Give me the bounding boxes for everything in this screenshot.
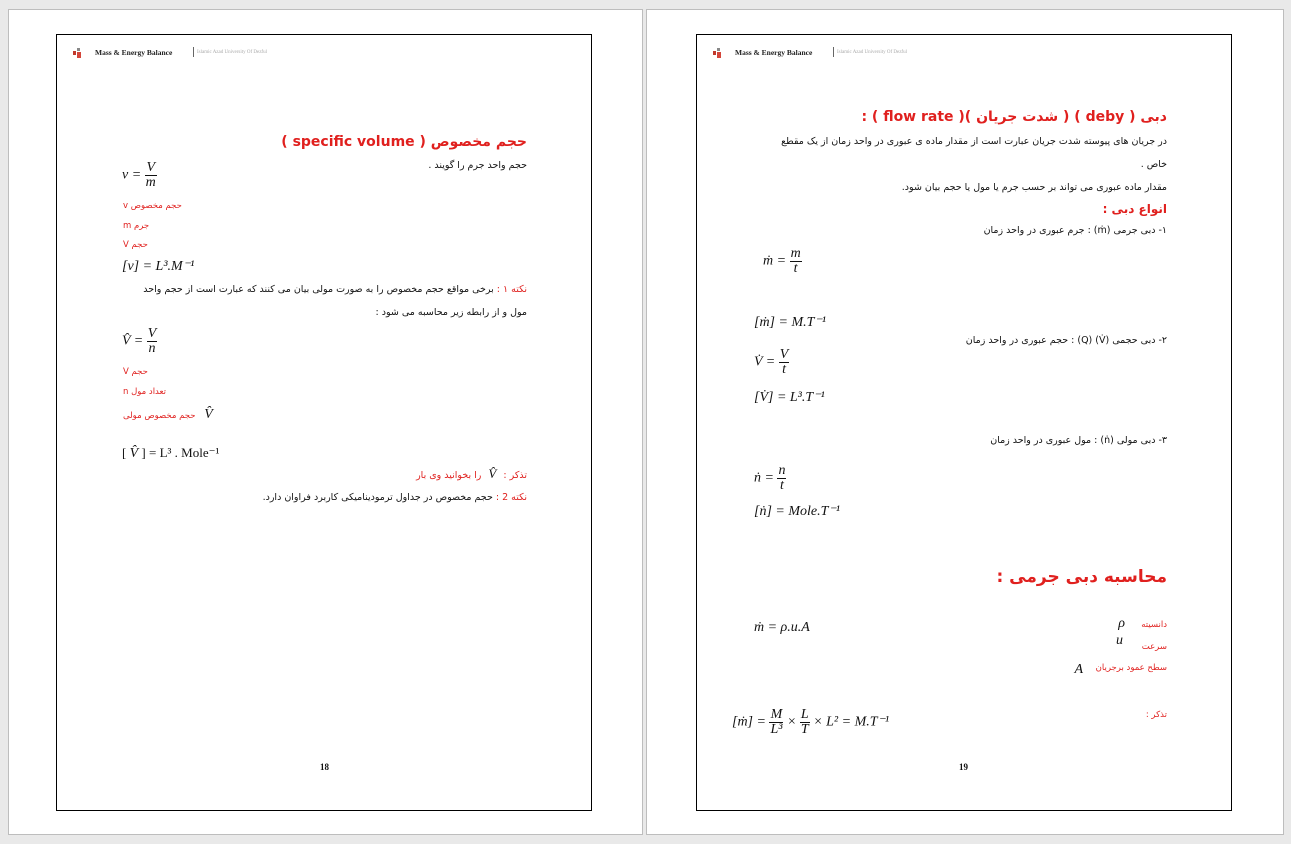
formula-molar-volume: V̂ = $\frac{V}{n}$ xyxy=(122,326,157,356)
legend-label: سطح عمود برجریان xyxy=(1095,663,1167,673)
header-subtitle: Islamic Azad University Of Dezful xyxy=(837,50,907,55)
remember-label: تذکر : xyxy=(1145,710,1167,720)
intro-text: حجم واحد جرم را گویند . xyxy=(428,160,527,171)
note-1-line-2: مول و از رابطه زیر محاسبه می شود : xyxy=(375,307,527,318)
types-heading: انواع دبی : xyxy=(1102,202,1167,216)
formula-mass-flow: ṁ = $\frac{m}{t}$ xyxy=(763,246,801,276)
paragraph-line: خاص . xyxy=(1140,159,1167,170)
dimension-volume-flow: [V̇] = L³.T⁻¹ xyxy=(754,390,825,405)
legend-item: حجم V xyxy=(123,240,148,250)
note-1-line-1: نکته ۱ : برخی مواقع حجم مخصوص را به صورت مولی بیان می کنند که عبارت است از حجم واحد xyxy=(143,284,527,295)
legend-symbol: u xyxy=(1116,633,1123,648)
header-separator xyxy=(833,47,834,57)
page-number: 19 xyxy=(959,762,968,772)
note-2: نکته 2 : حجم مخصوص در جداول ترمودینامیکی کاربرد فراوان دارد. xyxy=(262,492,527,503)
legend-item: حجم مخصوص v xyxy=(123,201,182,211)
variable-legend xyxy=(1047,616,1167,686)
page-18 xyxy=(8,9,643,835)
formula-specific-volume: v = $\frac{V}{m}$ xyxy=(122,160,156,190)
section-heading: دبی ( deby ) ( شدت جریان )( flow rate ) : xyxy=(861,109,1167,125)
legend-item: جرم m xyxy=(123,221,150,231)
legend-item: حجم مخصوص مولی V̂ xyxy=(123,407,213,422)
type-volume-flow: ۲- دبی حجمی (V̇) (Q) : حجم عبوری در واحد زمان xyxy=(965,335,1167,346)
paragraph-line: مقدار ماده عبوری می تواند بر حسب جرم یا مول یا حجم بیان شود. xyxy=(901,182,1167,193)
header-title: Mass & Energy Balance xyxy=(735,48,813,57)
section-heading: حجم مخصوص ( specific volume ) xyxy=(281,134,527,150)
page-frame xyxy=(56,34,592,811)
remember-line: تذکر : V̂ را بخوانید وی بار xyxy=(416,466,527,481)
header-separator xyxy=(193,47,194,57)
paragraph-line: در جریان های پیوسته شدت جریان عبارت است از مقدار ماده ی عبوری در واحد زمان از یک مقطع xyxy=(781,136,1167,147)
page-number: 18 xyxy=(320,762,329,772)
legend-symbol: A xyxy=(1074,662,1083,677)
dimension-molar-volume: [ V̂ ] = L³ . Mole⁻¹ xyxy=(122,445,220,461)
formula-volume-flow: V̇ = $\frac{V}{t}$ xyxy=(754,347,789,377)
type-mass-flow: ۱- دبی جرمی (ṁ) : جرم عبوری در واحد زمان xyxy=(983,225,1167,236)
calc-heading: محاسبه دبی جرمی : xyxy=(996,567,1167,587)
dimension-check-formula: [ṁ] = $\frac{M}{\text{L³}}$ × $\frac{L}{T}$ × L² = M.T⁻¹ xyxy=(732,707,890,737)
legend-label: دانسیته xyxy=(1141,620,1167,630)
university-logo-icon xyxy=(73,48,83,58)
note-label: نکته ۱ : xyxy=(496,284,527,295)
mass-flow-equation: ṁ = ρ.u.A xyxy=(754,620,810,635)
type-molar-flow: ۳- دبی مولی (ṅ) : مول عبوری در واحد زمان xyxy=(990,435,1167,446)
legend-label: سرعت xyxy=(1141,642,1167,652)
formula-molar-flow: ṅ = $\frac{n}{t}$ xyxy=(754,463,786,493)
dimension-formula: [v] = L³.M⁻¹ xyxy=(122,259,195,274)
page-frame xyxy=(696,34,1232,811)
header-title: Mass & Energy Balance xyxy=(95,48,173,57)
dimension-mass-flow: [ṁ] = M.T⁻¹ xyxy=(754,315,826,330)
header-subtitle: Islamic Azad University Of Dezful xyxy=(197,50,267,55)
dimension-molar-flow: [ṅ] = Mole.T⁻¹ xyxy=(754,504,840,519)
page-19 xyxy=(646,9,1284,835)
legend-item: حجم V xyxy=(123,367,148,377)
university-logo-icon xyxy=(713,48,723,58)
legend-item: تعداد مول n xyxy=(123,387,166,397)
legend-symbol: ρ xyxy=(1118,616,1125,631)
